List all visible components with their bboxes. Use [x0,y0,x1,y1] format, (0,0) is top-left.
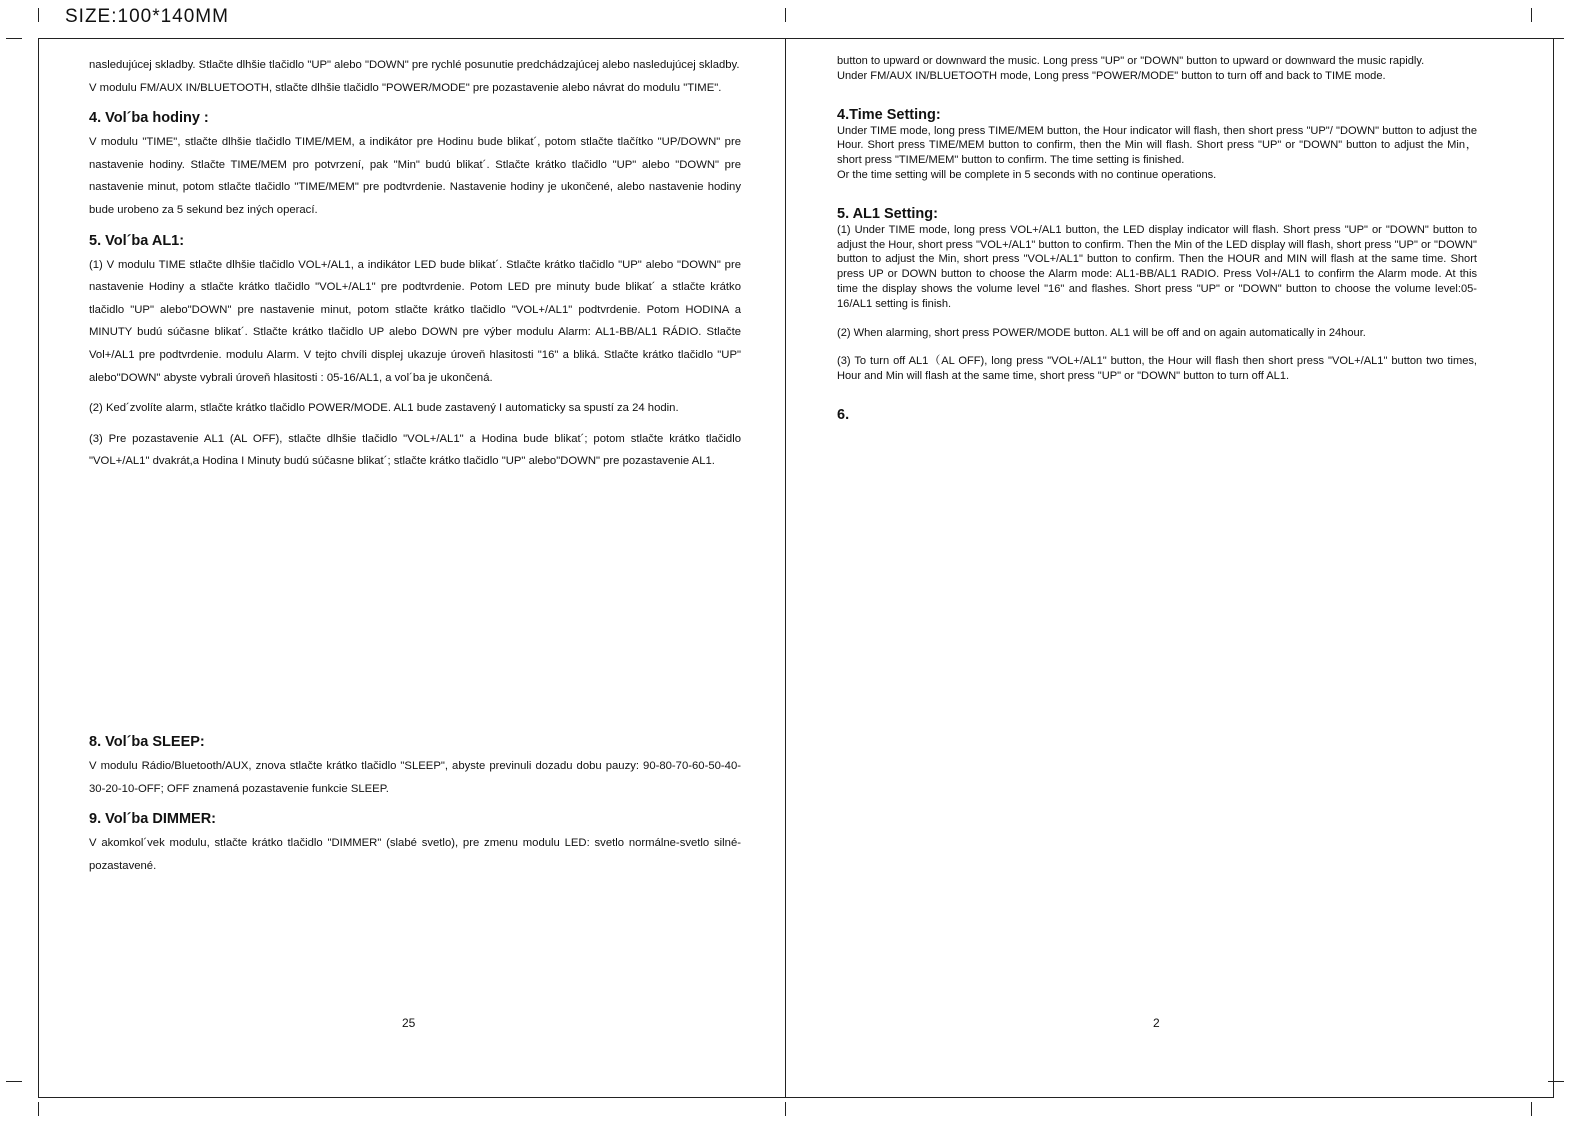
section-paragraph: (1) Under TIME mode, long press VOL+/AL1 button, the LED display indicator will flash. Short press "UP" or "DOWN" button to adjust the Hour, short press "VOL+/AL1" button to confirm. Then the Min of the LED display will flash, short press "UP" or "DOWN" button to adjust the Min, short press "VOL+/AL1" button to confirm. Then the HOUR and MIN will flash at the same time. Short press UP or DOWN button to choose the Alarm mode: AL1-BB/AL1 RADIO. Press Vol+/AL1 to confirm the Alarm mode. At this time the display shows the volume level "16" and flashes. Short press "UP" or "DOWN" button to choose the volume level:05-16/AL1 setting is finish. [837,223,1477,310]
crop-mark-top-left [38,8,39,22]
section-heading: 9. Vol´ba DIMMER: [89,811,217,828]
crop-mark-left-top [6,38,22,39]
intro-paragraph: V modulu FM/AUX IN/BLUETOOTH, stlačte dlhšie tlačidlo "POWER/MODE" pre pozastavenie alebo návrat do modulu "TIME". [89,81,722,94]
section-paragraph: V modulu Rádio/Bluetooth/AUX, znova stlačte krátko tlačidlo "SLEEP", abyste previnuli dozadu dobu pauzy: 90-80-70-60-50-40-30-20-10-OFF; OFF znamená pozastavenie funkcie SLEEP. [89,759,741,795]
section-paragraph: (2) When alarming, short press POWER/MODE button. AL1 will be off and on again automatically in 24hour. [837,326,1366,339]
section-paragraph: V modulu "TIME", stlačte dlhšie tlačidlo TIME/MEM, a indikátor pre Hodinu bude blikat´, potom stlačte tlačítko "UP/DOWN" pre nastavenie hodiny. Stlačte TIME/MEM pro potvrzení, pak "Min" budú blikat´. Stlačte krátko tlačidlo "UP" alebo "DOWN" pre nastavenie minut, potom stlačte tlačidlo "TIME/MEM" pre podtvrdenie. Nastavenie hodiny je ukončené, alebo nastavenie hodiny bude urobeno za 5 sekund bez iných operací. [89,136,741,216]
section-paragraph: Or the time setting will be complete in 5 seconds with no continue operations. [837,168,1217,181]
intro-paragraph: Under FM/AUX IN/BLUETOOTH mode, Long press "POWER/MODE" button to turn off and back to TIME mode. [837,69,1386,82]
size-label: SIZE:100*140MM [65,6,229,27]
crop-mark-top-right [1531,8,1532,22]
section-heading: 4.Time Setting: [837,106,941,123]
page-divider [785,38,786,1098]
section-paragraph: Under TIME mode, long press TIME/MEM button, the Hour indicator will flash, then short press "UP"/ "DOWN" button to adjust the Hour. Short press TIME/MEM button to confirm, then the Min will flash. Short press "UP" or "DOWN" button to adjust the Min，short press "TIME/MEM" button to confirm. The time setting is finished. [837,124,1477,167]
crop-mark-bottom-center [785,1102,786,1116]
blank-space [89,481,741,727]
section-paragraph: (3) To turn off AL1（AL OFF), long press "VOL+/AL1" button, the Hour will flash then short press "VOL+/AL1" button two times, Hour and Min will flash at the same time, short press "UP" or "DOWN" button to turn off AL1. [837,355,1477,383]
left-page [89,54,741,885]
section-paragraph: (1) V modulu TIME stlačte dlhšie tlačidlo VOL+/AL1, a indikátor LED bude blikat´. Stlačte krátko tlačidlo "UP" alebo "DOWN" pre nastavenie Hodiny a stlačte krátko tlačidlo "VOL+/AL1" pre podtvrdenie. Potom LED pre minuty bude blikat´ a stlačte krátko tlačidlo "UP" alebo"DOWN" pre nastavenie minut, potom stlačte krátko tlačidlo "VOL+/AL1" podtvrdenie. Potom HODINA a MINUTY budú súčasne blikat´. Stlačte krátko tlačidlo UP alebo DOWN pre výber modulu Alarm: AL1-BB/AL1 RÁDIO. Stlačte Vol+/AL1 pre podtvrdenie. modulu Alarm. V tejto chvíli displej ukazuje úroveň hlasitosti "16" a bliká. Stlačte krátko tlačidlo "UP" alebo"DOWN" abyste vybrali úroveň hlasitosti : 05-16/AL1, a vol´ba je ukončená. [89,258,741,384]
section-heading: 8. Vol´ba SLEEP: [89,733,205,750]
crop-mark-bottom-right [1531,1102,1532,1116]
crop-mark-top-center [785,8,786,22]
section-heading: 4. Vol´ba hodiny : [89,110,209,127]
section-paragraph: (3) Pre pozastavenie AL1 (AL OFF), stlačte dlhšie tlačidlo "VOL+/AL1" a Hodina bude blikat´; potom stlačte krátko tlačidlo "VOL+/AL1" dvakrát,a Hodina I Minuty budú súčasne blikat´; stlačte krátko tlačidlo "UP" alebo"DOWN" pre pozastavenie AL1. [89,432,741,468]
section-heading: 6. [837,406,850,423]
section-heading: 5. Vol´ba AL1: [89,232,185,249]
intro-paragraph: button to upward or downward the music. Long press "UP" or "DOWN" button to upward or downward the music rapidly. [837,55,1425,67]
right-page [837,54,1477,424]
time-setting-section [837,106,1477,183]
section-paragraph: (2) Ked´zvolíte alarm, stlačte krátko tlačidlo POWER/MODE. AL1 bude zastavený I automaticky sa spustí za 24 hodin. [89,402,679,415]
al1-setting-section [837,205,1477,384]
page-number-right: 2 [1153,1016,1160,1030]
intro-paragraph: nasledujúcej skladby. Stlačte dlhšie tlačidlo "UP" alebo "DOWN" pre rychlé posunutie predchádzajúcej alebo nasledujúcej skladby. [89,59,740,71]
section-paragraph: V akomkol´vek modulu, stlačte krátko tlačidlo "DIMMER" (slabé svetlo), pre zmenu modulu LED: svetlo normálne-svetlo silné- pozastavené. [89,837,741,872]
intro-block [837,54,1477,84]
crop-mark-left-bottom [6,1081,22,1082]
section-heading: 5. AL1 Setting: [837,205,938,222]
page-number-left: 25 [402,1016,416,1030]
crop-mark-bottom-left [38,1102,39,1116]
